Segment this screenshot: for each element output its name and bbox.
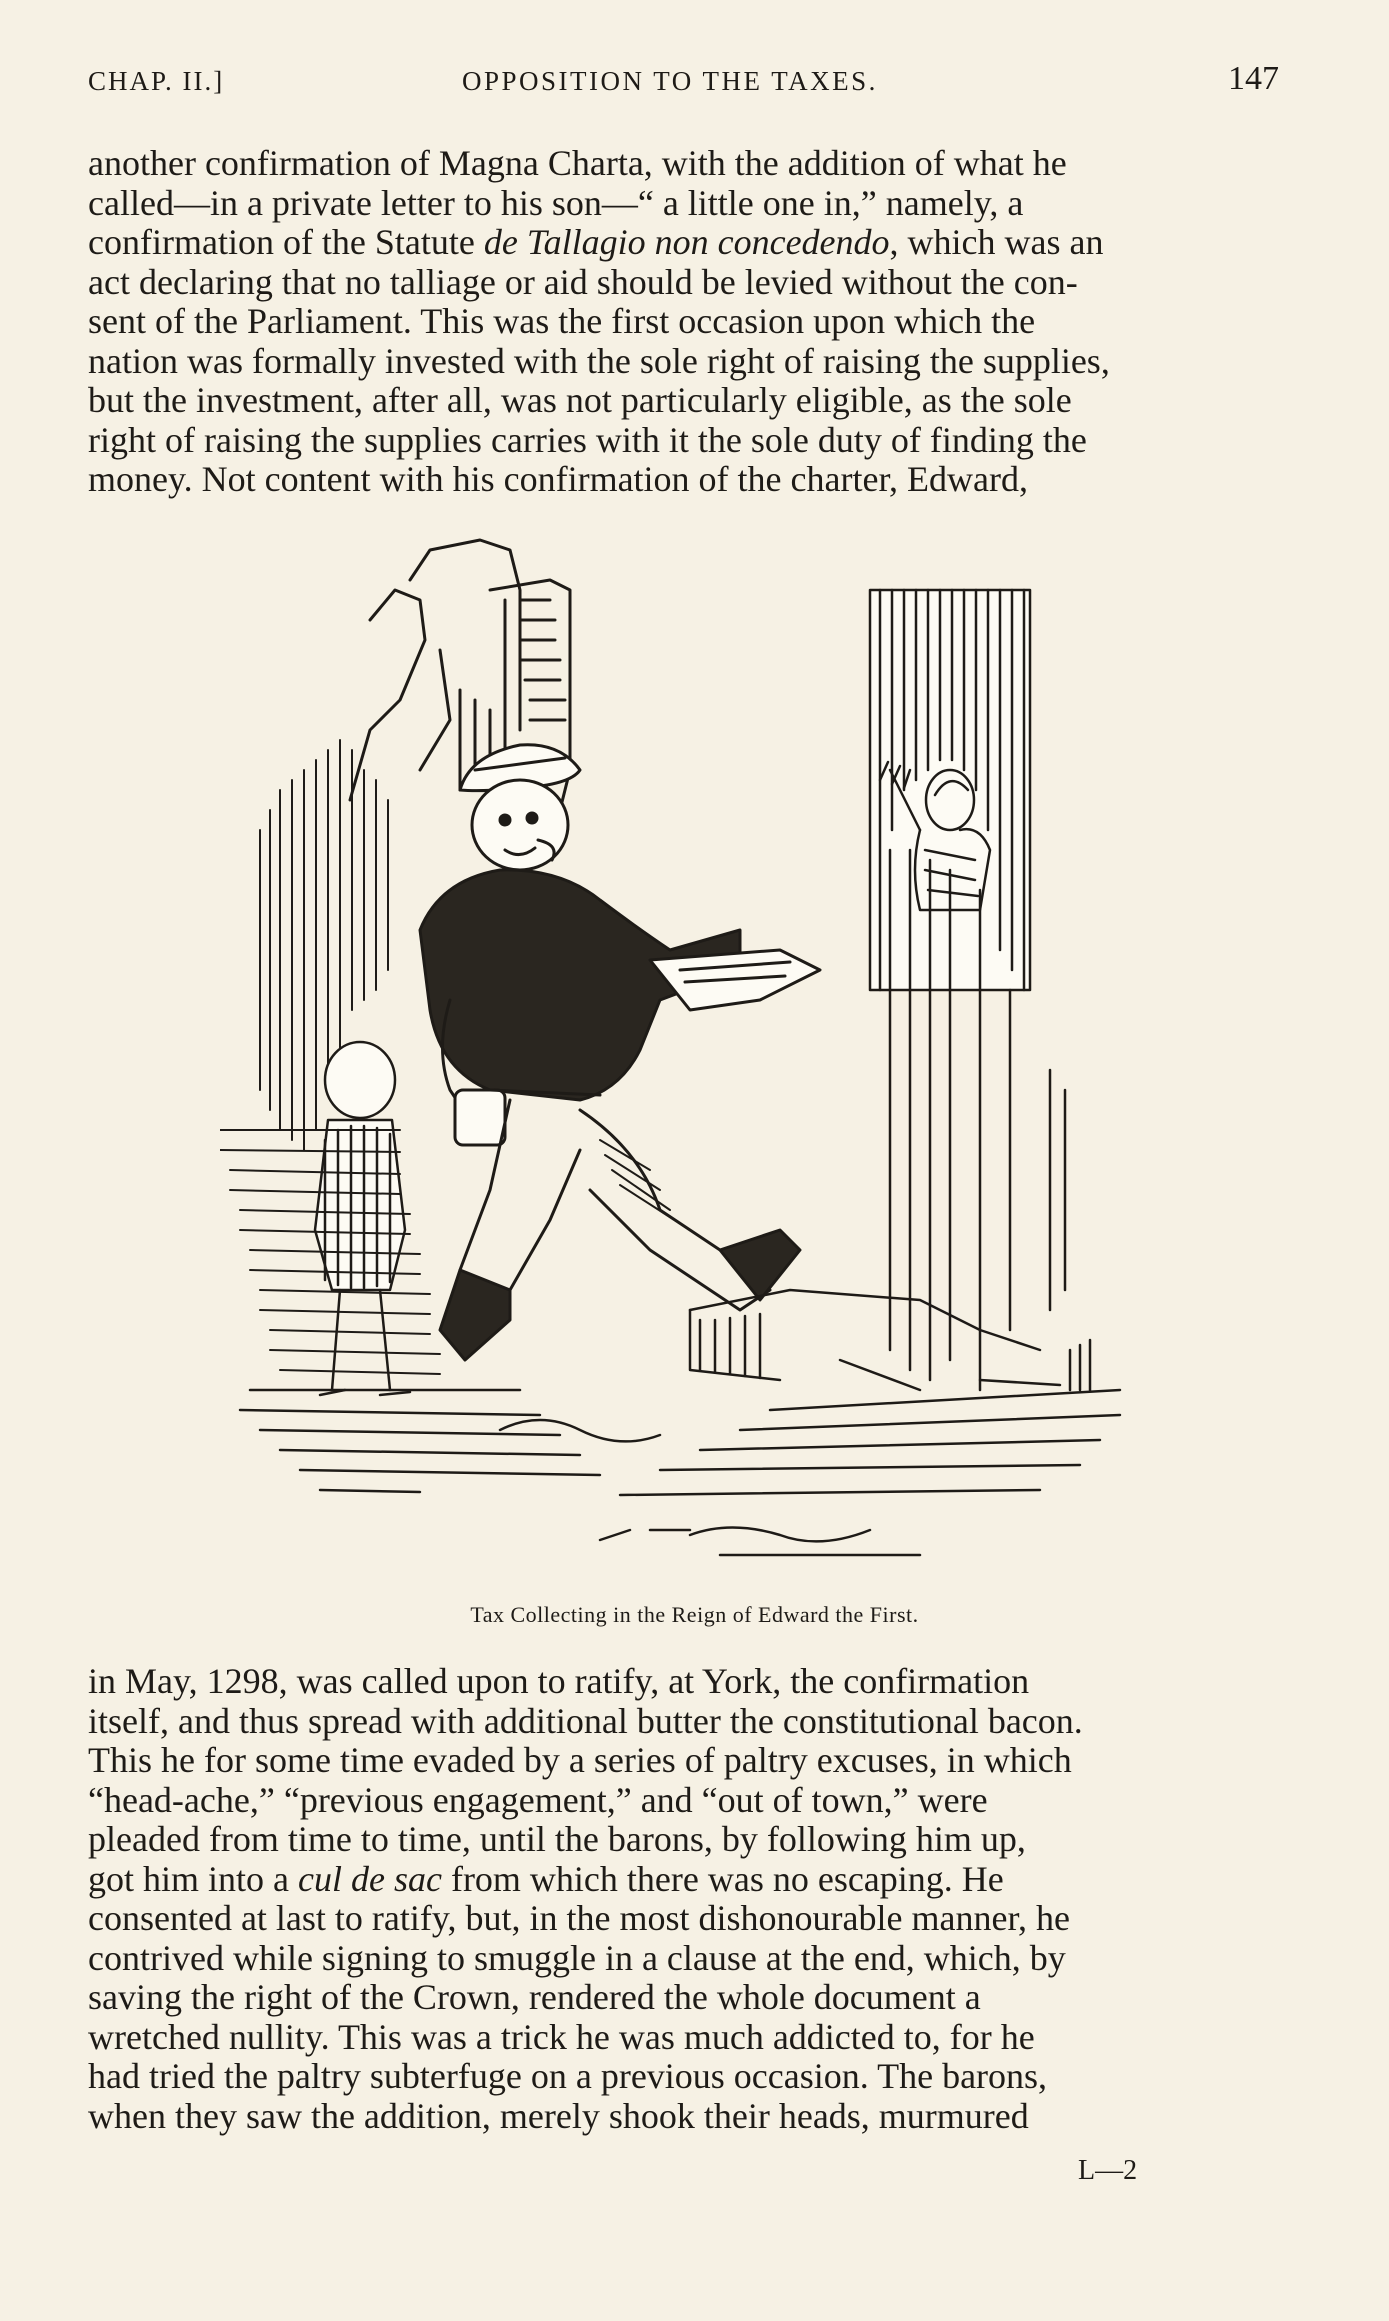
text-run: contrived while signing to smuggle in a clause at the end, which, by xyxy=(88,1937,1066,1978)
tax-collector-figure xyxy=(420,745,820,1360)
text-run: consented at last to ratify, but, in the most dishonourable manner, he xyxy=(88,1898,1070,1938)
text-line xyxy=(88,2097,1288,2137)
text-line xyxy=(88,1939,1288,1979)
text-run: money. Not content with his confirmation of the charter, Edward, xyxy=(88,459,1028,499)
text-line xyxy=(88,1662,1288,1702)
text-line xyxy=(88,1702,1288,1742)
text-run: sent of the Parliament. This was the first occasion upon which the xyxy=(88,301,1036,341)
doorway xyxy=(870,590,1065,1390)
signature-mark: L—2 xyxy=(1078,2155,1138,2186)
text-line xyxy=(88,1820,1288,1860)
paragraph-bottom xyxy=(88,1662,1288,2136)
ground-lines xyxy=(240,1290,1120,1555)
text-line xyxy=(88,144,1288,184)
text-line xyxy=(88,460,1288,500)
page-number: 147 xyxy=(1228,60,1279,97)
text-run: pleaded from time to time, until the barons, by following him up, xyxy=(88,1819,1026,1859)
text-run: This he for some time evaded by a series of paltry excuses, in which xyxy=(88,1740,1072,1780)
text-run: another confirmation of Magna Charta, with the addition of what he xyxy=(88,143,1067,183)
text-line xyxy=(88,381,1288,421)
text-run: right of raising the supplies carries with it the sole duty of finding the xyxy=(88,419,1087,460)
text-run: “head-ache,” “previous engagement,” and “out of town,” were xyxy=(88,1779,988,1820)
running-head xyxy=(88,60,1288,110)
text-line xyxy=(88,1781,1288,1821)
text-run: when they saw the addition, merely shook their heads, murmured xyxy=(88,2095,1029,2136)
figure-caption: Tax Collecting in the Reign of Edward the First. xyxy=(470,1602,919,1627)
text-line xyxy=(88,421,1288,461)
child-figure xyxy=(315,1042,410,1395)
text-run: got him into a xyxy=(88,1858,298,1899)
text-run: saving the right of the Crown, rendered the whole document a xyxy=(88,1977,981,2017)
text-run: but the investment, after all, was not particularly eligible, as the sole xyxy=(88,380,1072,420)
running-title: OPPOSITION TO THE TAXES. xyxy=(462,66,878,96)
text-line xyxy=(88,263,1288,303)
text-line xyxy=(88,1741,1288,1781)
italic-phrase: cul de sac xyxy=(298,1858,442,1899)
text-line xyxy=(88,2018,1288,2058)
text-line xyxy=(88,1978,1288,2018)
text-run: itself, and thus spread with additional butter the constitutional bacon. xyxy=(88,1700,1083,1741)
paragraph-top xyxy=(88,144,1288,500)
text-run: wretched nullity. This was a trick he was much addicted to, for he xyxy=(88,2016,1035,2057)
italic-phrase: de Tallagio non concedendo xyxy=(483,222,890,262)
illustration-tax-collecting xyxy=(220,530,1140,1590)
text-run: nation was formally invested with the sole right of raising the supplies, xyxy=(88,340,1110,381)
text-run: confirmation of the Statute xyxy=(88,222,484,262)
text-run: in May, 1298, was called upon to ratify, at York, the confirmation xyxy=(88,1661,1030,1701)
text-run: , which was an xyxy=(889,222,1104,262)
text-run: called—in a private letter to his son—“ a little one in,” namely, a xyxy=(88,182,1024,223)
text-line xyxy=(88,342,1288,382)
text-run: act declaring that no talliage or aid should be levied without the con- xyxy=(88,261,1078,302)
text-line xyxy=(88,1899,1288,1939)
text-line xyxy=(88,2057,1288,2097)
chapter-label: CHAP. II.] xyxy=(88,66,225,96)
engraving-drawing xyxy=(220,530,1140,1590)
text-line xyxy=(88,1860,1288,1900)
text-run: had tried the paltry subterfuge on a previous occasion. The barons, xyxy=(88,2056,1048,2096)
text-run: from which there was no escaping. He xyxy=(441,1858,1004,1899)
text-line xyxy=(88,223,1288,263)
text-line xyxy=(88,302,1288,342)
text-line xyxy=(88,184,1288,224)
